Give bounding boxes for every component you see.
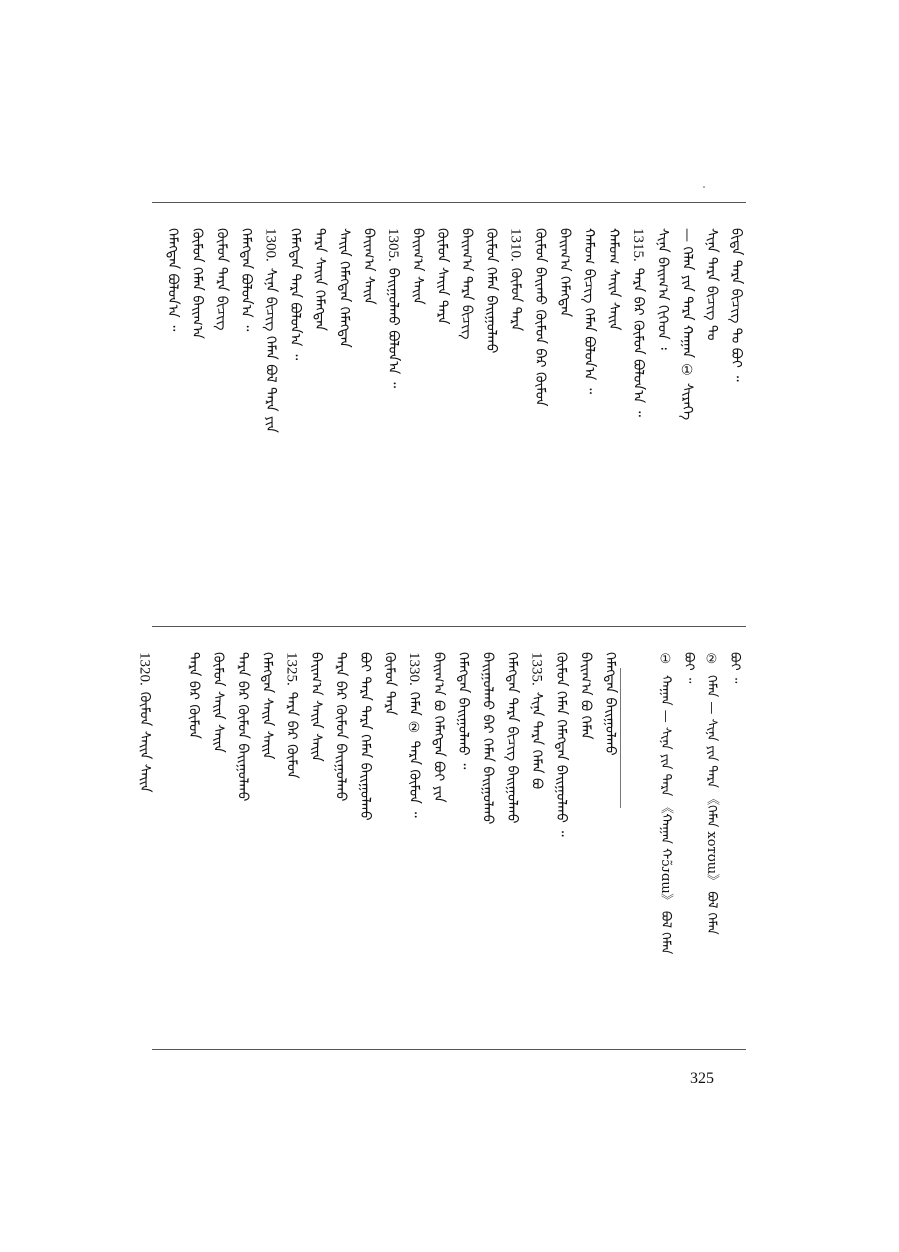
lower-column xyxy=(529,652,544,789)
lower-column xyxy=(553,652,568,837)
upper-column xyxy=(287,228,302,360)
verse-text: ᠪᠠᠢᠭ᠎ᠠ ᠰᠠᠢᠨ ᠰᠠᠢᠨ xyxy=(308,652,324,762)
lower-column xyxy=(431,652,446,803)
upper-column xyxy=(532,228,547,406)
verse-text: ᠬᠡᠮᠡᠨ ② ᠲᠡᠷᠡ ᠬᠦᠮᠦᠨ ᠃ xyxy=(406,691,422,818)
line-number: 1300. xyxy=(262,228,279,262)
verse-text: ᠲᠡᠷᠡ ᠪᠡᠷ ᠬᠦᠮᠦᠨ ᠪᠠᠢᠭᠤᠯᠬᠤ xyxy=(234,652,251,802)
lower-column xyxy=(284,652,299,779)
verse-text: ᠬᠡᠮᠡᠭᠳᠡᠨ ᠰᠠᠢᠨ ᠰᠠᠢᠨ xyxy=(259,652,275,760)
line-number: 1335. xyxy=(528,652,545,686)
footnote-text: ᠪᠣᠢ ᠃ xyxy=(727,652,742,684)
upper-column xyxy=(189,228,204,339)
upper-column xyxy=(312,228,327,331)
footnote-column xyxy=(659,652,672,954)
lower-column xyxy=(235,652,250,801)
line-number: 1305. xyxy=(385,228,401,262)
verse-text: ᠲᠡᠷᠡ ᠪᠡᠷ ᠬᠦᠮᠦᠨ xyxy=(185,652,202,739)
verse-text: ᠬᠠᠮᠤᠭ ᠪᠢᠴᠢᠭ ᠬᠡᠮᠡᠨ ᠪᠣᠯᠤᠨ᠎ᠠ ᠃ xyxy=(581,228,597,394)
upper-column xyxy=(214,228,229,330)
verse-text: ᠪᠠᠢᠭ᠎ᠠ ᠬᠡᠮᠡᠭᠳᠡᠨ xyxy=(556,228,573,318)
verse-text: ᠬᠦᠮᠦᠨ ᠲᠡᠷᠡ xyxy=(381,652,398,716)
middle-rule xyxy=(152,626,746,627)
line-number: 1310. xyxy=(507,228,524,262)
upper-column xyxy=(165,228,180,331)
lower-column xyxy=(480,652,495,824)
upper-column xyxy=(263,228,278,433)
line-number: 1315. xyxy=(630,228,646,262)
verse-text: ᠰᠢᠨᠡ ᠪᠠᠢᠭ᠎ᠠ ᠬᠢᠭᠡᠳ ᠄ xyxy=(654,228,671,350)
verse-text: ᠪᠠᠢᠭᠤᠯᠬᠤ ᠪᠣᠯᠤᠨ᠎ᠠ ᠃ xyxy=(385,267,401,388)
verse-text: ᠬᠦᠮᠦᠨ ᠬᠡᠮᠡᠨ ᠪᠠᠢᠭ᠎ᠠ xyxy=(189,228,205,339)
verse-text: — ᠬᠡᠯᠡᠨ ᠶᠢᠨ ᠲᠡᠷᠡ ᠬᠠᠭᠠᠨ ① ᠰᠢᠷᠡᠭᠡ xyxy=(679,228,695,421)
verse-text: ᠬᠡᠮᠡᠭᠳᠡᠨ ᠪᠠᠢᠭᠤᠯᠬᠤ xyxy=(602,652,618,756)
verse-text: ᠬᠡᠮᠡᠭᠳᠡᠨ ᠲᠡᠷᠡ ᠪᠣᠯᠤᠨ᠎ᠠ ᠃ xyxy=(287,228,303,361)
verse-text: ᠬᠦᠮᠦᠨ ᠲᠡᠷᠡ xyxy=(507,267,524,332)
verse-text: ᠬᠦᠮᠦᠨ ᠲᠡᠷᠡ ᠪᠢᠴᠢᠭ xyxy=(213,228,230,331)
verse-text: ᠪᠠᠢᠭ᠎ᠠ ᠪᠣ ᠬᠡᠮᠡᠨ xyxy=(577,652,594,740)
verse-text: ᠪᠠᠢᠭᠤᠯᠬᠤ ᠪᠡᠷ ᠬᠡᠮᠡᠨ ᠪᠠᠢᠭᠤᠯᠬᠤ xyxy=(479,652,496,825)
upper-column xyxy=(655,228,670,350)
verse-text: ᠬᠡᠮᠡᠭᠳᠡᠨ ᠪᠣᠯᠤᠨ᠎ᠠ ᠃ xyxy=(238,228,254,332)
footnote-column xyxy=(682,652,695,683)
verse-text: ᠬᠦᠮᠦᠨ ᠰᠠᠢᠨ ᠰᠠᠢᠨ xyxy=(210,652,226,753)
verse-text: ᠰᠢᠨᠡ ᠲᠡᠷᠡ ᠬᠡᠮᠡᠨ ᠪᠣ xyxy=(528,691,545,790)
upper-column xyxy=(606,228,621,330)
footnote-mark: ② xyxy=(704,652,719,667)
upper-column xyxy=(679,228,694,420)
verse-text: ᠲᠡᠷᠡ ᠪᠡᠷ ᠬᠦᠮᠦᠨ xyxy=(283,691,300,779)
lower-column xyxy=(602,652,617,756)
upper-column xyxy=(581,228,596,394)
lower-column xyxy=(259,652,274,759)
lower-column xyxy=(578,652,593,740)
verse-text: ᠲᠡᠷᠡ ᠪᠡᠷ ᠬᠦᠮᠦᠨ ᠪᠠᠢᠭᠤᠯᠬᠤ xyxy=(332,652,349,802)
footnote-column xyxy=(728,652,741,683)
lower-column xyxy=(333,652,348,801)
verse-text: ᠪᠠᠢᠭ᠎ᠠ ᠪᠣ ᠬᠡᠮᠡᠭᠳᠡᠨ ᠪᠣᠢ ᠶᠢᠨ xyxy=(430,652,447,803)
upper-column xyxy=(459,228,474,339)
verse-text: ᠬᠡᠮᠡᠭᠳᠡᠨ ᠪᠣᠯᠤᠨ᠎ᠠ ᠃ xyxy=(164,228,181,332)
lower-column xyxy=(186,652,201,739)
upper-column xyxy=(483,228,498,353)
verse-text: ᠬᠦᠮᠦᠨ ᠬᠡᠮᠡᠨ ᠬᠡᠮᠡᠭᠳᠡᠨ ᠪᠠᠢᠭᠤᠯᠬᠤ ᠃ xyxy=(553,652,569,837)
verse-text: ᠰᠢᠨᠡ ᠲᠡᠷᠡ ᠪᠢᠴᠢᠭ ᠲᠤ xyxy=(703,228,720,341)
upper-column xyxy=(410,228,425,305)
lower-column xyxy=(210,652,225,753)
verse-text: ᠪᠢᠳᠡ ᠲᠡᠷᠡ ᠪᠢᠴᠢᠭ ᠲᠤ ᠪᠣᠢ ᠃ xyxy=(728,228,744,382)
footnote-text: ᠬᠠᠭᠠᠨ — ᠰᠢᠨᠡ ᠶᠢᠨ ᠲᠡᠷᠡ 《ᠬᠠᠭᠠᠨ ᠬɔ̃ᴊɑɯ》 ᠪᠣᠯ ᠬᠡᠮᠡᠨ xyxy=(658,675,673,955)
verse-text: ᠪᠠᠢᠭ᠎ᠠ ᠰᠠᠢᠨ xyxy=(409,228,426,305)
verse-text: ᠬᠦᠮᠦᠨ ᠪᠠᠢᠬᠤ ᠬᠦᠮᠦᠨ ᠪᠡᠷ ᠬᠦᠮᠦᠨ xyxy=(532,228,548,407)
verse-text: ᠬᠦᠮᠦᠨ ᠰᠠᠢᠨ ᠰᠠᠢᠨ xyxy=(136,691,153,793)
verse-text: ᠬᠡᠮᠡᠭᠳᠡᠨ ᠲᠡᠷᠡ ᠪᠢᠴᠢᠭ ᠪᠠᠢᠭᠤᠯᠬᠤ xyxy=(504,652,520,824)
speck-mark xyxy=(703,186,705,188)
upper-column xyxy=(385,228,400,388)
upper-column xyxy=(336,228,351,348)
upper-column xyxy=(728,228,743,382)
lower-column xyxy=(308,652,323,762)
verse-text: ᠪᠠᠢᠭ᠎ᠠ ᠲᠡᠷᠡ ᠪᠢᠴᠢᠭ xyxy=(458,228,475,340)
verse-text: ᠬᠦᠮᠦᠨ ᠬᠡᠮᠡᠨ ᠪᠠᠢᠭᠤᠯᠬᠤ xyxy=(483,228,499,354)
upper-column xyxy=(508,228,523,331)
upper-column xyxy=(630,228,645,417)
upper-column xyxy=(238,228,253,331)
footnote-separator xyxy=(620,668,621,808)
footnote-text: ᠪᠣᠢ ᠃ xyxy=(681,652,696,684)
lower-column xyxy=(406,652,421,818)
line-number: 1330. xyxy=(406,652,422,686)
lower-column xyxy=(382,652,397,715)
lower-column xyxy=(357,652,372,821)
upper-column xyxy=(434,228,449,324)
verse-text: ᠬᠦᠮᠦᠨ ᠰᠠᠢᠨ ᠲᠡᠷᠡ xyxy=(434,228,450,325)
verse-text: ᠲᠡᠷᠡ ᠪᠡᠷ ᠬᠦᠮᠦᠨ ᠪᠣᠯᠤᠨ᠎ᠠ ᠃ xyxy=(630,267,646,417)
lower-column xyxy=(504,652,519,824)
verse-text: ᠬᠠᠮᠤᠭ ᠰᠠᠢᠨ ᠰᠠᠢᠨ xyxy=(605,228,622,331)
verse-text: ᠬᠡᠮᠡᠭᠳᠡᠨ ᠪᠠᠢᠭᠤᠯᠬᠤ ᠃ xyxy=(455,652,471,770)
lower-column xyxy=(455,652,470,769)
lower-column xyxy=(137,652,152,792)
upper-column xyxy=(557,228,572,317)
footnote-mark: ① xyxy=(658,652,673,667)
upper-column xyxy=(361,228,376,305)
bottom-rule xyxy=(152,1049,746,1050)
line-number: 1325. xyxy=(283,652,300,686)
verse-text: ᠪᠠᠢᠭ᠎ᠠ ᠰᠠᠢᠨ xyxy=(360,228,377,305)
top-rule xyxy=(152,202,746,203)
verse-text: ᠰᠢᠨᠡ ᠪᠢᠴᠢᠭ ᠬᠡᠮᠡᠨ ᠪᠣᠯ ᠲᠡᠷᠡ ᠶᠢᠨ xyxy=(262,267,279,433)
page-number: 325 xyxy=(690,1070,714,1087)
verse-text: ᠰᠠᠢᠨ ᠬᠡᠮᠡᠭᠳᠡᠨ ᠬᠡᠮᠡᠭᠳᠡᠨ xyxy=(336,228,352,348)
verse-text: ᠲᠡᠷᠡ ᠰᠠᠢᠨ ᠬᠡᠮᠡᠭᠳᠡᠨ xyxy=(311,228,328,332)
verse-text: ᠪᠣᠢ ᠲᠡᠷᠡ ᠲᠡᠷᠡ ᠬᠡᠮᠡᠨ ᠪᠠᠢᠭᠤᠯᠬᠤ xyxy=(357,652,373,821)
upper-column xyxy=(704,228,719,340)
line-number: 1320. xyxy=(136,652,153,686)
footnote-text: ᠬᠡᠮᠡᠨ — ᠰᠢᠨᠡ ᠶᠢᠨ ᠲᠡᠷᠡ 《ᠬᠡᠮᠡᠨ xoᴛʊɯ》 ᠪᠣᠯ ᠬᠡᠮᠡᠨ xyxy=(704,675,719,935)
footnote-column xyxy=(705,652,718,935)
